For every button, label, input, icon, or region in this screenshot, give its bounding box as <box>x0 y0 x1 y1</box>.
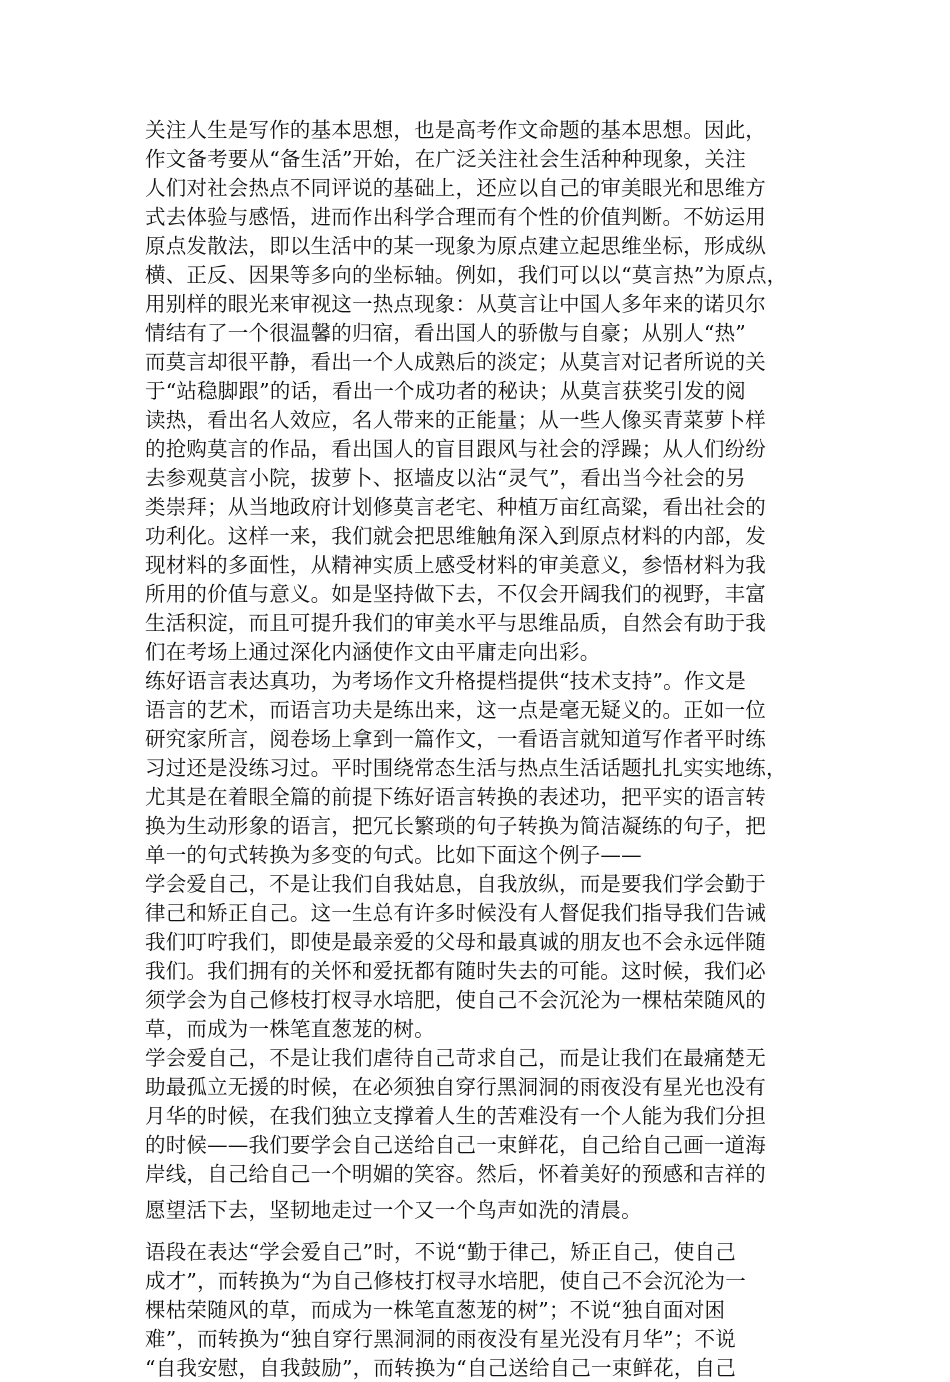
text-line: 我们叮咛我们，即使是最亲爱的父母和最真诚的朋友也不会永远伴随 <box>145 930 766 954</box>
text-line: 的抢购莫言的作品，看出国人的盲目跟风与社会的浮躁；从人们纷纷 <box>145 437 766 461</box>
text-line: 去参观莫言小院，拔萝卜、抠墙皮以沾“灵气”，看出当今社会的另 <box>145 466 746 490</box>
text-line: 们在考场上通过深化内涵使作文由平庸走向出彩。 <box>145 640 601 664</box>
text-line: 关注人生是写作的基本思想，也是高考作文命题的基本思想。因此， <box>145 118 766 142</box>
text-line: 横、正反、因果等多向的坐标轴。例如，我们可以以“莫言热”为原点， <box>145 263 788 287</box>
text-line: 尤其是在着眼全篇的前提下练好语言转换的表述功，把平实的语言转 <box>145 785 766 809</box>
text-line: 式去体验与感悟，进而作出科学合理而有个性的价值判断。不妨运用 <box>145 205 766 229</box>
text-line: 学会爱自己，不是让我们虐待自己苛求自己，而是让我们在最痛楚无 <box>145 1046 766 1070</box>
text-line: 换为生动形象的语言，把冗长繁琐的句子转换为简洁凝练的句子，把 <box>145 814 766 838</box>
text-line: 习过还是没练习过。平时围绕常态生活与热点生活话题扎扎实实地练， <box>145 756 787 780</box>
text-line: 生活积淀，而且可提升我们的审美水平与思维品质，自然会有助于我 <box>145 611 766 635</box>
text-line: 的时候——我们要学会自己送给自己一束鲜花，自己给自己画一道海 <box>145 1133 766 1157</box>
text-line: 语言的艺术，而语言功夫是练出来，这一点是毫无疑义的。正如一位 <box>145 698 766 722</box>
text-line: 学会爱自己，不是让我们自我姑息，自我放纵，而是要我们学会勤于 <box>145 872 766 896</box>
text-line: 语段在表达“学会爱自己”时，不说“勤于律己，矫正自己，使自己 <box>145 1240 736 1264</box>
text-line: 练好语言表达真功，为考场作文升格提档提供“技术支持”。作文是 <box>145 669 746 693</box>
text-line: 读热，看出名人效应，名人带来的正能量；从一些人像买青菜萝卜样 <box>145 408 766 432</box>
text-line: 研究家所言，阅卷场上拿到一篇作文，一看语言就知道写作者平时练 <box>145 727 766 751</box>
text-line: 于“站稳脚跟”的话，看出一个成功者的秘诀；从莫言获奖引发的阅 <box>145 379 746 403</box>
text-line: “自我安慰，自我鼓励”，而转换为“自己送给自己一束鲜花，自己 <box>145 1356 736 1380</box>
text-line: 情结有了一个很温馨的归宿，看出国人的骄傲与自豪；从别人“热” <box>145 321 746 345</box>
text-line: 人们对社会热点不同评说的基础上，还应以自己的审美眼光和思维方 <box>145 176 766 200</box>
text-line: 用别样的眼光来审视这一热点现象：从莫言让中国人多年来的诺贝尔 <box>145 292 766 316</box>
text-line: 而莫言却很平静，看出一个人成熟后的淡定；从莫言对记者所说的关 <box>145 350 766 374</box>
text-line: 作文备考要从“备生活”开始，在广泛关注社会生活种种现象，关注 <box>145 147 746 171</box>
text-line: 难”，而转换为“独自穿行黑洞洞的雨夜没有星光没有月华”；不说 <box>145 1327 736 1351</box>
text-line: 须学会为自己修枝打杈寻水培肥，使自己不会沉沦为一棵枯荣随风的 <box>145 988 766 1012</box>
text-line: 所用的价值与意义。如是坚持做下去，不仅会开阔我们的视野，丰富 <box>145 582 766 606</box>
text-line: 现材料的多面性，从精神实质上感受材料的审美意义，参悟材料为我 <box>145 553 766 577</box>
text-line: 棵枯荣随风的草，而成为一株笔直葱茏的树”；不说“独自面对困 <box>145 1298 726 1322</box>
text-line: 成才”，而转换为“为自己修枝打杈寻水培肥，使自己不会沉沦为一 <box>145 1269 746 1293</box>
text-line: 助最孤立无援的时候，在必须独自穿行黑洞洞的雨夜没有星光也没有 <box>145 1075 766 1099</box>
text-line: 功利化。这样一来，我们就会把思维触角深入到原点材料的内部，发 <box>145 524 766 548</box>
text-line: 月华的时候，在我们独立支撑着人生的苦难没有一个人能为我们分担 <box>145 1104 766 1128</box>
text-line: 草，而成为一株笔直葱茏的树。 <box>145 1017 435 1041</box>
text-line: 我们。我们拥有的关怀和爱抚都有随时失去的可能。这时候，我们必 <box>145 959 766 983</box>
text-line: 律己和矫正自己。这一生总有许多时候没有人督促我们指导我们告诫 <box>145 901 766 925</box>
text-line: 类崇拜；从当地政府计划修莫言老宅、种植万亩红高粱，看出社会的 <box>145 495 766 519</box>
text-line: 岸线，自己给自己一个明媚的笑容。然后，怀着美好的预感和吉祥的 <box>145 1162 766 1186</box>
text-line: 愿望活下去，坚韧地走过一个又一个鸟声如洗的清晨。 <box>145 1198 642 1222</box>
text-line: 单一的句式转换为多变的句式。比如下面这个例子—— <box>145 843 642 867</box>
text-line: 原点发散法，即以生活中的某一现象为原点建立起思维坐标，形成纵 <box>145 234 766 258</box>
